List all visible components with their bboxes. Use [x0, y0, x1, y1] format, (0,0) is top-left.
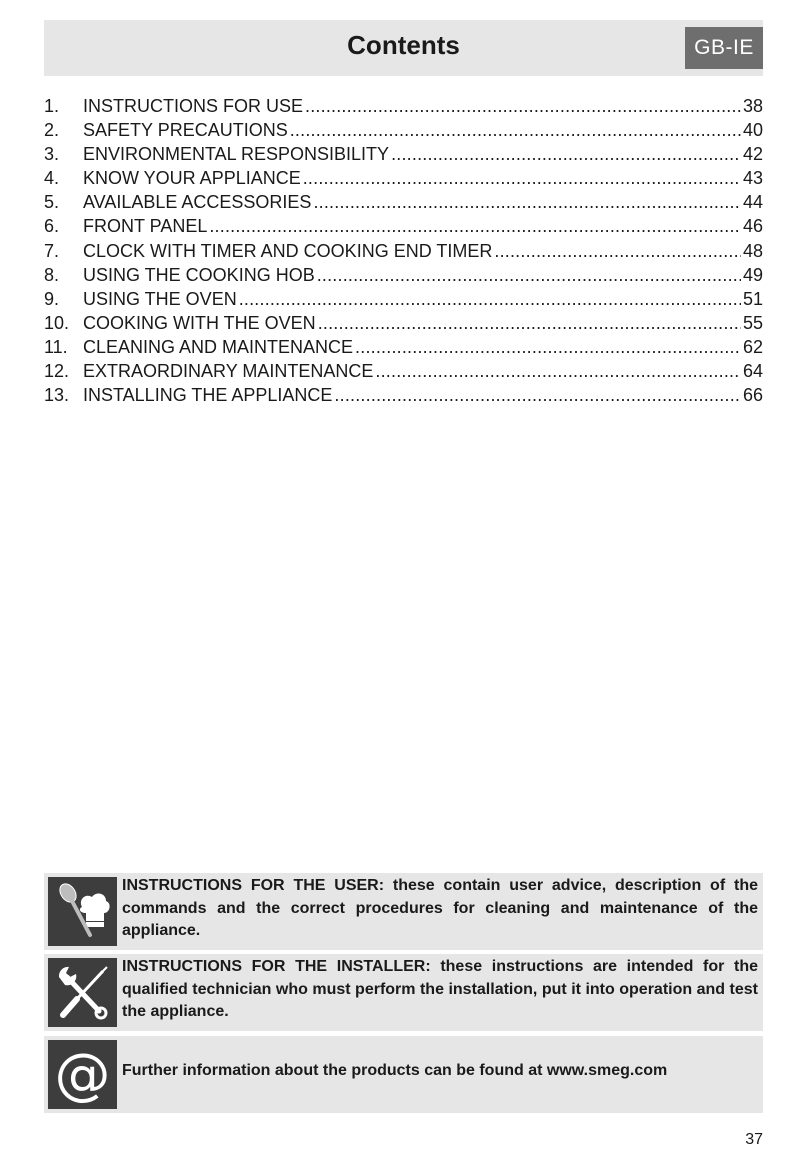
- toc-leader-dots: [355, 335, 741, 359]
- toc-entry[interactable]: [44, 287, 763, 311]
- toc-title: CLOCK WITH TIMER AND COOKING END TIMER: [83, 240, 493, 261]
- toc-number: 8.: [44, 264, 60, 285]
- toc-title: FRONT PANEL: [83, 216, 208, 237]
- at-sign-icon: [48, 1040, 117, 1109]
- toc-number: 7.: [44, 240, 60, 261]
- toc-entry[interactable]: [44, 118, 763, 142]
- toc-number: 13.: [44, 385, 70, 406]
- toc-page-number: 46: [742, 216, 763, 237]
- toc-page-number: 55: [742, 312, 763, 333]
- toc-page-number: 62: [742, 336, 763, 357]
- at-sign-glyph: @: [54, 1041, 111, 1107]
- toc-leader-dots: [375, 359, 741, 383]
- toc-page-number: 44: [742, 192, 763, 213]
- toc-number: 6.: [44, 216, 60, 237]
- toc-leader-dots: [317, 263, 741, 287]
- toc-number: 10.: [44, 312, 70, 333]
- toc-leader-dots: [313, 190, 741, 214]
- toc-entry[interactable]: [44, 311, 763, 335]
- toc-leader-dots: [290, 118, 741, 142]
- toc-leader-dots: [334, 383, 741, 407]
- toc-page-number: 51: [742, 288, 763, 309]
- toc-number: 3.: [44, 144, 60, 165]
- toc-number: 4.: [44, 168, 60, 189]
- toc-title: KNOW YOUR APPLIANCE: [83, 168, 301, 189]
- toc-entry[interactable]: [44, 335, 763, 359]
- toc-title: COOKING WITH THE OVEN: [83, 312, 316, 333]
- toc-number: 9.: [44, 288, 60, 309]
- wrench-screwdriver-icon: [48, 958, 117, 1027]
- toc-title: USING THE COOKING HOB: [83, 264, 315, 285]
- language-badge: GB-IE: [685, 27, 763, 69]
- toc-page-number: 66: [742, 385, 763, 406]
- toc-page-number: 38: [742, 96, 763, 116]
- toc-number: 11.: [44, 336, 68, 357]
- table-of-contents: [44, 94, 763, 407]
- page-title: Contents: [347, 30, 460, 60]
- toc-title: INSTALLING THE APPLIANCE: [83, 385, 333, 406]
- toc-leader-dots: [239, 287, 741, 311]
- user-instructions-box: [44, 873, 763, 950]
- toc-page-number: 40: [742, 120, 763, 141]
- toc-entry[interactable]: [44, 383, 763, 407]
- toc-title: CLEANING AND MAINTENANCE: [83, 336, 354, 357]
- toc-number: 12.: [44, 361, 70, 382]
- toc-page-number: 64: [742, 361, 763, 382]
- page-header: [44, 20, 763, 76]
- toc-entry[interactable]: [44, 166, 763, 190]
- web-info-text[interactable]: Further information about the products can be found at www.smeg.com: [122, 1062, 668, 1079]
- page-number: 37: [745, 1131, 763, 1148]
- toc-entry[interactable]: [44, 263, 763, 287]
- toc-leader-dots: [305, 94, 741, 118]
- toc-entry[interactable]: [44, 214, 763, 238]
- toc-number: 1.: [44, 96, 60, 116]
- toc-page-number: 49: [742, 264, 763, 285]
- web-info-box: [44, 1036, 763, 1113]
- toc-title: AVAILABLE ACCESSORIES: [83, 192, 312, 213]
- toc-entry[interactable]: [44, 359, 763, 383]
- installer-instructions-box: [44, 954, 763, 1031]
- toc-leader-dots: [318, 311, 741, 335]
- user-instructions-text: INSTRUCTIONS FOR THE USER: these contain user advice, description of the commands and the correct procedures for cleaning and maintenance of the appliance.: [122, 877, 758, 939]
- toc-number: 2.: [44, 120, 60, 141]
- toc-leader-dots: [494, 239, 741, 263]
- toc-title: INSTRUCTIONS FOR USE: [83, 96, 304, 116]
- toc-title: ENVIRONMENTAL RESPONSIBILITY: [83, 144, 390, 165]
- toc-number: 5.: [44, 192, 60, 213]
- toc-entry[interactable]: [44, 239, 763, 263]
- toc-entry[interactable]: [44, 142, 763, 166]
- toc-page-number: 42: [742, 144, 763, 165]
- chef-hat-spoon-icon: [48, 877, 117, 946]
- toc-title: SAFETY PRECAUTIONS: [83, 120, 288, 141]
- toc-page-number: 43: [742, 168, 763, 189]
- toc-entry[interactable]: [44, 190, 763, 214]
- toc-title: USING THE OVEN: [83, 288, 237, 309]
- installer-instructions-text: INSTRUCTIONS FOR THE INSTALLER: these instructions are intended for the qualified technician who must perform the installation, put it into operation and test the appliance.: [122, 958, 758, 1020]
- toc-leader-dots: [303, 166, 741, 190]
- toc-leader-dots: [209, 214, 741, 238]
- toc-title: EXTRAORDINARY MAINTENANCE: [83, 361, 374, 382]
- toc-page-number: 48: [742, 240, 763, 261]
- toc-entry[interactable]: [44, 94, 763, 118]
- toc-leader-dots: [391, 142, 741, 166]
